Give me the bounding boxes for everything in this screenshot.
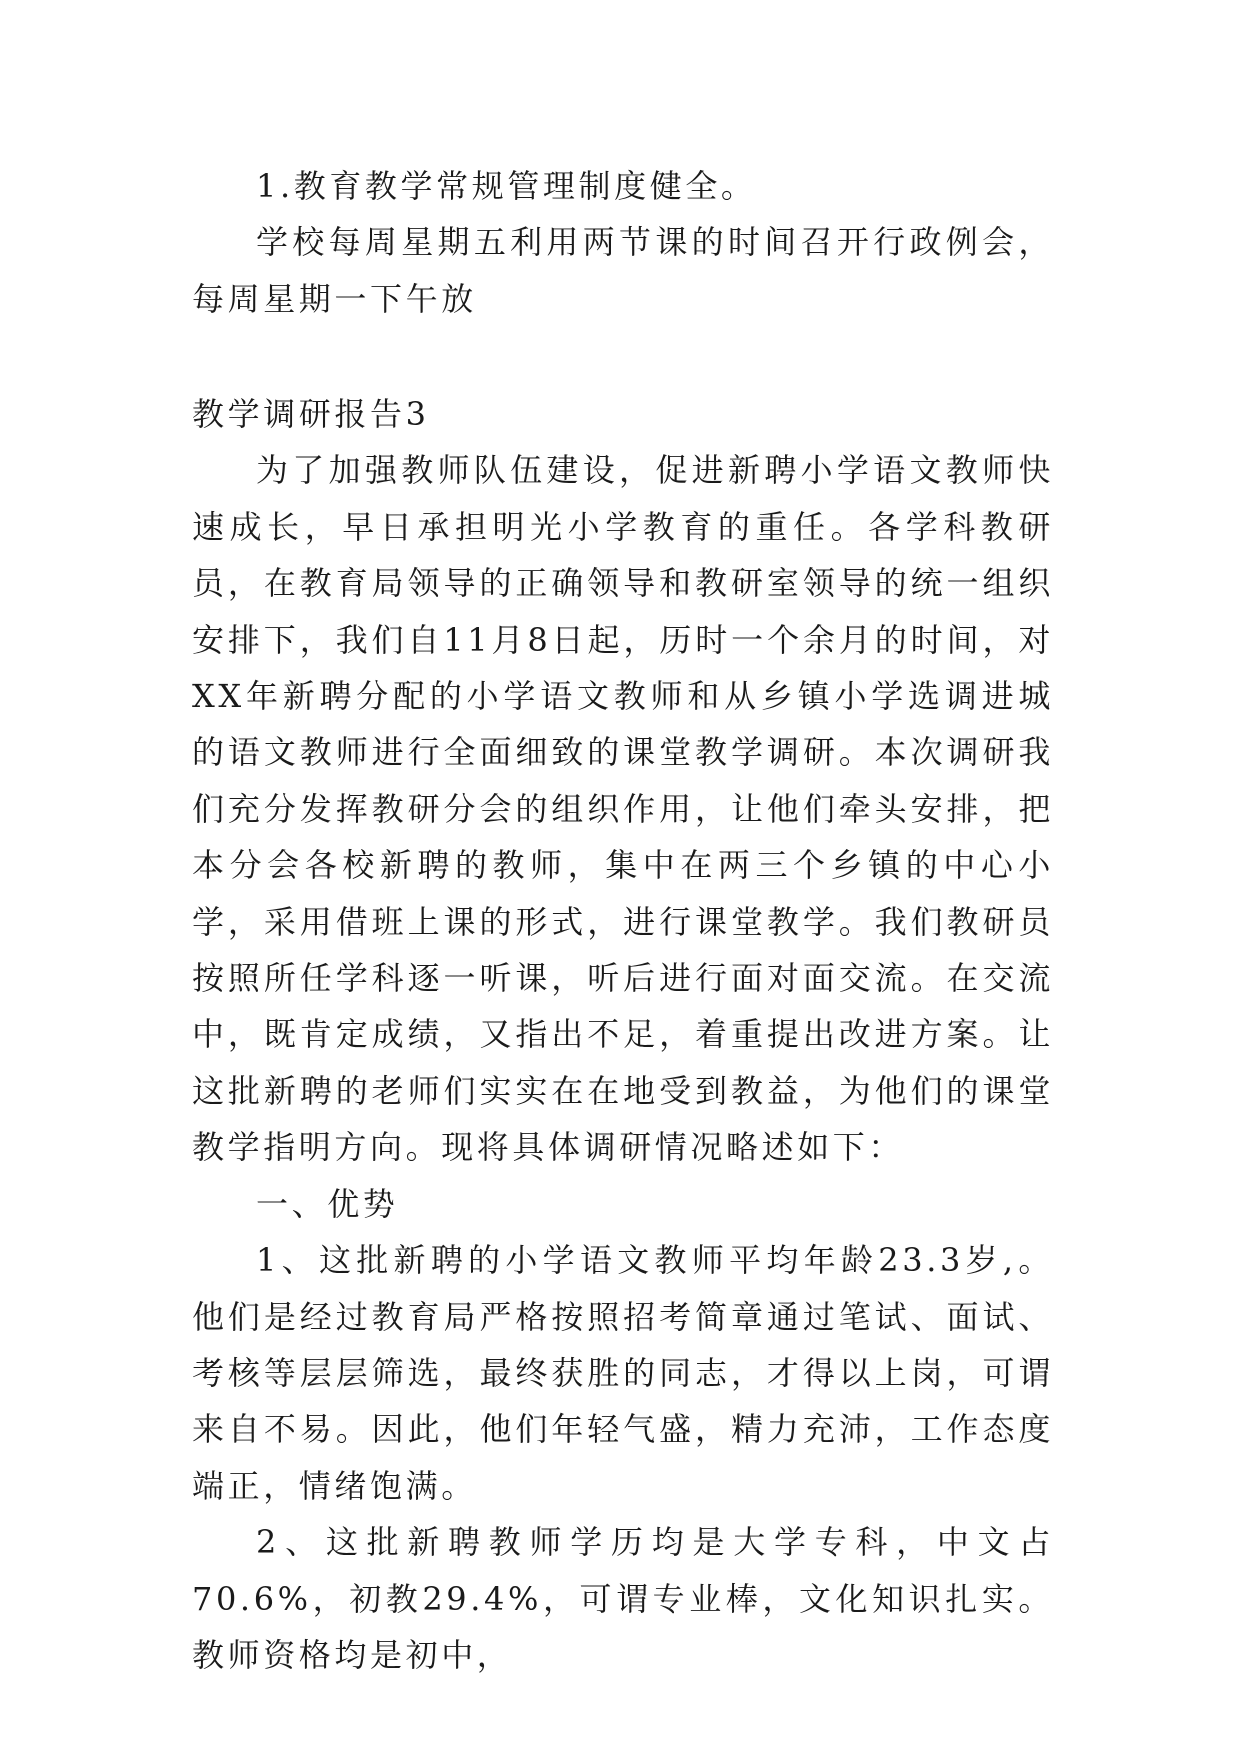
paragraph-point-1: 1、这批新聘的小学语文教师平均年龄23.3岁,。他们是经过教育局严格按照招考简章通过笔试、面试、考核等层层筛选，最终获胜的同志，才得以上岗，可谓来自不易。因此，他们年轻气盛，精力充沛，工作态度端正，情绪饱满。	[192, 1241, 1054, 1505]
list-item-1: 1.教育教学常规管理制度健全。	[256, 167, 757, 205]
section-heading: 教学调研报告3	[192, 395, 430, 433]
paragraph-meeting: 学校每周星期五利用两节课的时间召开行政例会，每周星期一下午放	[192, 223, 1054, 318]
subheading-advantages: 一、优势	[256, 1184, 399, 1223]
paragraph-intro: 为了加强教师队伍建设，促进新聘小学语文教师快速成长，早日承担明光小学教育的重任。各学科教研员，在教育局领导的正确领导和教研室领导的统一组织安排下，我们自11月8日起，历时一个余月的时间，对XX年新聘分配的小学语文教师和从乡镇小学选调进城的语文教师进行全面细致的课堂教学调研。本次调研我们充分发挥教研分会的组织作用，让他们牵头安排，把本分会各校新聘的教师，集中在两三个乡镇的中心小学，采用借班上课的形式，进行课堂教学。我们教研员按照所任学科逐一听课，听后进行面对面交流。在交流中，既肯定成绩，又指出不足，着重提出改进方案。让这批新聘的老师们实实在在地受到教益，为他们的课堂教学指明方向。现将具体调研情况略述如下：	[192, 451, 1054, 1167]
paragraph-point-2: 2、这批新聘教师学历均是大学专科，中文占70.6%，初教29.4%，可谓专业棒，文化知识扎实。教师资格均是初中，	[192, 1523, 1054, 1674]
section-continuation	[192, 158, 1054, 327]
section-report-3	[192, 386, 1054, 1683]
